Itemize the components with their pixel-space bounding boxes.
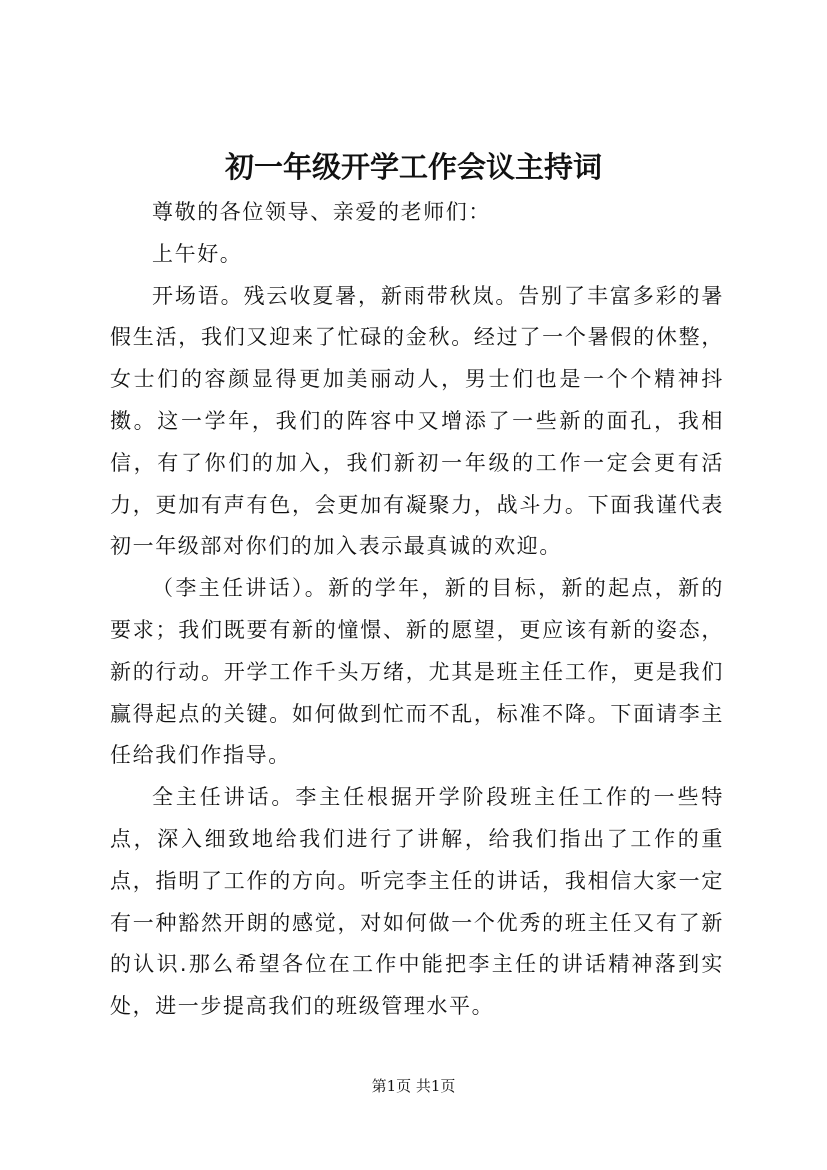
opening-paragraph: 开场语。残云收夏暑，新雨带秋岚。告别了丰富多彩的暑假生活，我们又迎来了忙碌的金秋。经过了一个暑假的休整，女士们的容颜显得更加美丽动人，男士们也是一个个精神抖擞。这一学年，我们的阵容中又增添了一些新的面孔，我相信，有了你们的加入，我们新初一年级的工作一定会更有活力，更加有声有色，会更加有凝聚力，战斗力。下面我谨代表初一年级部对你们的加入表示最真诚的欢迎。 <box>110 283 724 559</box>
director-speech-intro-paragraph: （李主任讲话）。新的学年，新的目标，新的起点，新的要求；我们既要有新的憧憬、新的愿望，更应该有新的姿态，新的行动。开学工作千头万绪，尤其是班主任工作，更是我们赢得起点的关键。如何做到忙而不乱，标准不降。下面请李主任给我们作指导。 <box>110 576 724 768</box>
salutation-paragraph: 尊敬的各位领导、亲爱的老师们： <box>152 200 491 224</box>
page-number-footer: 第1页 共1页 <box>371 1077 456 1095</box>
closing-paragraph: 全主任讲话。李主任根据开学阶段班主任工作的一些特点，深入细致地给我们进行了讲解，给我们指出了工作的重点，指明了工作的方向。听完李主任的讲话，我相信大家一定有一种豁然开朗的感觉，对如何做一个优秀的班主任又有了新的认识.那么希望各位在工作中能把李主任的讲话精神落到实处，进一步提高我们的班级管理水平。 <box>110 785 724 1019</box>
document-title: 初一年级开学工作会议主持词 <box>224 150 602 184</box>
greeting-paragraph: 上午好。 <box>152 241 243 266</box>
document-body <box>110 192 724 1028</box>
